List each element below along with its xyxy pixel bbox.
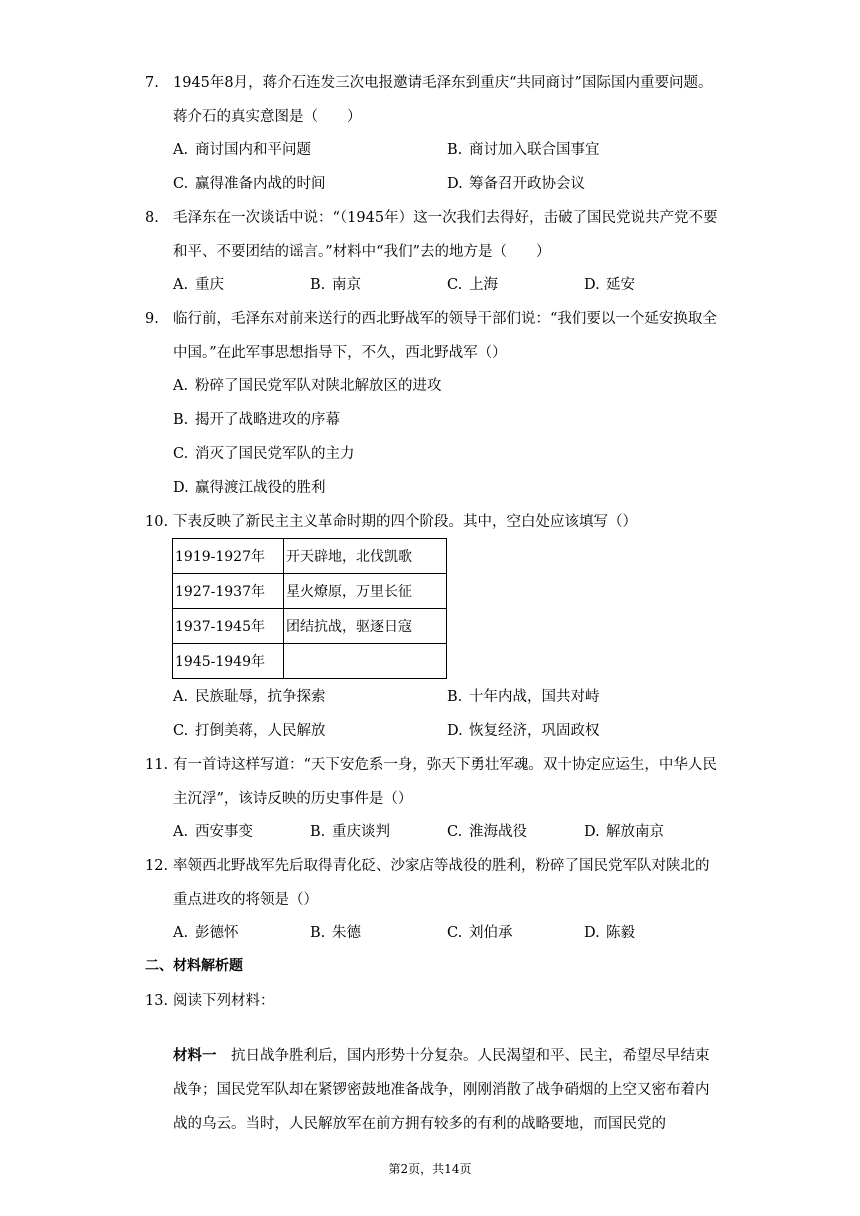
option-a: A. 商讨国内和平问题 bbox=[173, 142, 311, 158]
table-row bbox=[173, 574, 447, 609]
material-text: 抗日战争胜利后，国内形势十分复杂。人民渴望和平、民主，希望尽早结束战争；国民党军队却在紧锣密鼓地准备战争，刚刚消散了战争硝烟的上空又密布着内战的乌云。当时，人民解放军在前方拥有较多的有利的战略要地，而国民党的 bbox=[173, 1048, 710, 1132]
material-label: 材料一 bbox=[173, 1048, 217, 1064]
question-number: 12. bbox=[145, 858, 169, 874]
question-text: 1945年8月，蒋介石连发三次电报邀请毛泽东到重庆“共同商讨”国际国内重要问题。蒋介石的真实意图是（ ） bbox=[173, 75, 713, 125]
table-cell-description: 团结抗战，驱逐日寇 bbox=[284, 609, 447, 644]
option-a: A. 西安事变 bbox=[173, 824, 253, 840]
table-cell-description: 星火燎原，万里长征 bbox=[284, 574, 447, 609]
option-d: D. 解放南京 bbox=[584, 824, 664, 840]
option-c: C. 刘伯承 bbox=[447, 925, 513, 941]
question-text: 有一首诗这样写道：“天下安危系一身，弥天下勇壮军魂。双十协定应运生，中华人民主沉浮”，该诗反映的历史事件是（） bbox=[173, 757, 717, 807]
option-a: A. 民族耻辱，抗争探索 bbox=[173, 689, 326, 705]
option-c: C. 淮海战役 bbox=[447, 824, 527, 840]
question-number: 7. bbox=[145, 75, 159, 91]
option-c: C. 赢得准备内战的时间 bbox=[173, 176, 326, 192]
question-text: 阅读下列材料： bbox=[173, 993, 275, 1009]
option-c: C. 消灭了国民党军队的主力 bbox=[173, 446, 355, 462]
option-a: A. 粉碎了国民党军队对陕北解放区的进攻 bbox=[173, 378, 442, 394]
question-text: 率领西北野战军先后取得青化砭、沙家店等战役的胜利，粉碎了国民党军队对陕北的重点进攻的将领是（） bbox=[173, 858, 710, 908]
question-number: 11. bbox=[145, 757, 169, 773]
table-cell-period: 1945-1949年 bbox=[173, 644, 284, 679]
question-text: 毛泽东在一次谈话中说：“（1945年）这一次我们去得好，击破了国民党说共产党不要和平、不要团结的谣言。”材料中“我们”去的地方是（ ） bbox=[173, 210, 718, 260]
option-d: D. 延安 bbox=[584, 277, 635, 293]
option-d: D. 筹备召开政协会议 bbox=[447, 176, 585, 192]
option-c: C. 上海 bbox=[447, 277, 498, 293]
table-cell-period: 1927-1937年 bbox=[173, 574, 284, 609]
page-footer: 第2页，共14页 bbox=[388, 1162, 472, 1176]
question-text: 临行前，毛泽东对前来送行的西北野战军的领导干部们说：“我们要以一个延安换取全中国。”在此军事思想指导下，不久，西北野战军（） bbox=[173, 311, 717, 361]
era-table bbox=[172, 538, 447, 679]
option-a: A. 重庆 bbox=[173, 277, 224, 293]
question-text: 下表反映了新民主主义革命时期的四个阶段。其中，空白处应该填写（） bbox=[173, 514, 637, 530]
option-a: A. 彭德怀 bbox=[173, 925, 239, 941]
question-number: 13. bbox=[145, 993, 169, 1009]
table-row bbox=[173, 539, 447, 574]
option-b: B. 揭开了战略进攻的序幕 bbox=[173, 412, 340, 428]
option-d: D. 赢得渡江战役的胜利 bbox=[173, 480, 326, 496]
question-number: 10. bbox=[145, 514, 169, 530]
option-b: B. 朱德 bbox=[310, 925, 361, 941]
table-row bbox=[173, 609, 447, 644]
section-title: 二、材料解析题 bbox=[145, 958, 243, 974]
table-cell-blank bbox=[284, 644, 447, 679]
table-cell-period: 1919-1927年 bbox=[173, 539, 284, 574]
material-one bbox=[173, 1039, 721, 1141]
table-cell-description: 开天辟地，北伐凯歌 bbox=[284, 539, 447, 574]
option-b: B. 十年内战，国共对峙 bbox=[447, 689, 600, 705]
option-b: B. 商讨加入联合国事宜 bbox=[447, 142, 600, 158]
question-number: 8. bbox=[145, 210, 159, 226]
option-b: B. 重庆谈判 bbox=[310, 824, 390, 840]
table-cell-period: 1937-1945年 bbox=[173, 609, 284, 644]
option-d: D. 恢复经济，巩固政权 bbox=[447, 723, 600, 739]
option-d: D. 陈毅 bbox=[584, 925, 635, 941]
option-b: B. 南京 bbox=[310, 277, 361, 293]
option-c: C. 打倒美蒋，人民解放 bbox=[173, 723, 326, 739]
table-row bbox=[173, 644, 447, 679]
question-number: 9. bbox=[145, 311, 159, 327]
